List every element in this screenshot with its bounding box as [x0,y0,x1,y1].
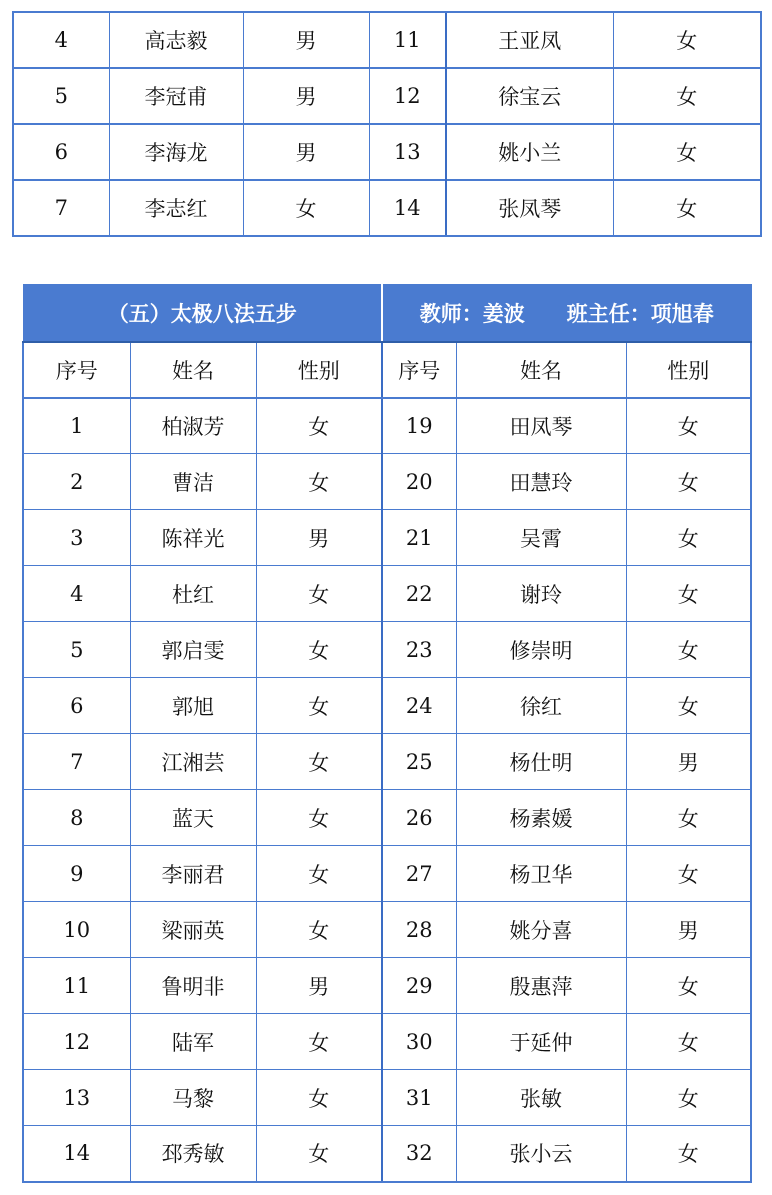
cell-gender: 女 [613,12,761,68]
table-row [23,790,751,846]
table-row [23,566,751,622]
cell-gender: 女 [256,678,382,734]
header-gender: 性别 [256,342,382,398]
cell-name: 邳秀敏 [130,1126,256,1182]
cell-gender: 女 [256,566,382,622]
cell-gender: 女 [256,790,382,846]
cell-name: 张敏 [456,1070,626,1126]
cell-gender: 女 [613,180,761,236]
cell-name: 蓝天 [130,790,256,846]
cell-gender: 女 [256,734,382,790]
table-row [13,68,761,124]
table-header-row [23,342,751,398]
cell-no: 9 [23,846,130,902]
cell-no: 11 [23,958,130,1014]
cell-no: 13 [23,1070,130,1126]
cell-name: 杨仕明 [456,734,626,790]
cell-name: 徐红 [456,678,626,734]
table-row [23,902,751,958]
cell-no: 23 [382,622,456,678]
cell-name: 田凤琴 [456,398,626,454]
cell-no: 3 [23,510,130,566]
cell-name: 张小云 [456,1126,626,1182]
cell-gender: 女 [256,902,382,958]
cell-no: 19 [382,398,456,454]
cell-name: 柏淑芳 [130,398,256,454]
cell-name: 李冠甫 [109,68,243,124]
table-row [23,678,751,734]
table-row [23,1014,751,1070]
table-row [23,1126,751,1182]
cell-gender: 女 [626,510,751,566]
cell-gender: 女 [256,1014,382,1070]
cell-no: 13 [369,124,446,180]
cell-no: 20 [382,454,456,510]
roster-table-continued [12,11,762,237]
cell-name: 徐宝云 [446,68,613,124]
table-row [23,454,751,510]
cell-no: 1 [23,398,130,454]
cell-gender: 女 [626,790,751,846]
cell-gender: 女 [626,622,751,678]
cell-gender: 女 [626,454,751,510]
cell-no: 28 [382,902,456,958]
cell-no: 30 [382,1014,456,1070]
cell-gender: 女 [626,678,751,734]
cell-name: 郭启雯 [130,622,256,678]
cell-gender: 女 [626,1126,751,1182]
table-row [23,846,751,902]
cell-name: 李海龙 [109,124,243,180]
cell-name: 曹洁 [130,454,256,510]
cell-name: 杨素媛 [456,790,626,846]
cell-name: 于延仲 [456,1014,626,1070]
cell-gender: 女 [626,958,751,1014]
table-row [23,734,751,790]
cell-no: 29 [382,958,456,1014]
cell-no: 8 [23,790,130,846]
cell-name: 修崇明 [456,622,626,678]
header-name: 姓名 [456,342,626,398]
table-row [13,12,761,68]
table-row [13,180,761,236]
cell-no: 24 [382,678,456,734]
cell-name: 马黎 [130,1070,256,1126]
cell-name: 李丽君 [130,846,256,902]
cell-no: 25 [382,734,456,790]
cell-name: 杜红 [130,566,256,622]
cell-gender: 男 [243,124,369,180]
cell-name: 郭旭 [130,678,256,734]
cell-no: 4 [13,12,109,68]
table-row [23,1070,751,1126]
cell-gender: 女 [626,566,751,622]
cell-no: 5 [23,622,130,678]
cell-gender: 女 [613,68,761,124]
cell-no: 10 [23,902,130,958]
cell-name: 梁丽英 [130,902,256,958]
cell-name: 鲁明非 [130,958,256,1014]
cell-gender: 女 [256,1070,382,1126]
cell-gender: 男 [256,510,382,566]
cell-name: 姚分喜 [456,902,626,958]
table-title-row [23,285,751,342]
header-no: 序号 [382,342,456,398]
cell-gender: 男 [626,902,751,958]
table-row [23,958,751,1014]
cell-gender: 女 [256,846,382,902]
cell-name: 陈祥光 [130,510,256,566]
cell-no: 7 [13,180,109,236]
cell-name: 张凤琴 [446,180,613,236]
cell-name: 谢玲 [456,566,626,622]
cell-gender: 男 [243,12,369,68]
cell-no: 27 [382,846,456,902]
header-no: 序号 [23,342,130,398]
table-row [13,124,761,180]
cell-gender: 男 [243,68,369,124]
cell-no: 32 [382,1126,456,1182]
cell-name: 姚小兰 [446,124,613,180]
cell-gender: 女 [626,1014,751,1070]
cell-gender: 女 [256,454,382,510]
table-row [23,622,751,678]
cell-no: 4 [23,566,130,622]
class-roster-table [22,284,752,1183]
cell-name: 高志毅 [109,12,243,68]
cell-no: 6 [23,678,130,734]
cell-no: 11 [369,12,446,68]
cell-no: 2 [23,454,130,510]
cell-no: 21 [382,510,456,566]
cell-no: 22 [382,566,456,622]
cell-no: 14 [369,180,446,236]
table-row [23,510,751,566]
cell-no: 5 [13,68,109,124]
cell-name: 李志红 [109,180,243,236]
cell-name: 田慧玲 [456,454,626,510]
table-row [23,398,751,454]
cell-name: 杨卫华 [456,846,626,902]
cell-gender: 女 [256,398,382,454]
cell-name: 吴霄 [456,510,626,566]
cell-gender: 女 [626,846,751,902]
teacher-info: 教师：姜波 班主任：项旭春 [382,285,751,342]
cell-no: 31 [382,1070,456,1126]
cell-no: 12 [23,1014,130,1070]
cell-gender: 女 [613,124,761,180]
cell-gender: 女 [256,1126,382,1182]
cell-name: 殷惠萍 [456,958,626,1014]
cell-gender: 女 [243,180,369,236]
cell-no: 14 [23,1126,130,1182]
cell-gender: 女 [256,622,382,678]
cell-no: 6 [13,124,109,180]
cell-name: 王亚凤 [446,12,613,68]
cell-gender: 男 [256,958,382,1014]
cell-gender: 男 [626,734,751,790]
cell-no: 26 [382,790,456,846]
class-title: （五）太极八法五步 [23,285,382,342]
cell-no: 12 [369,68,446,124]
cell-name: 江湘芸 [130,734,256,790]
cell-no: 7 [23,734,130,790]
cell-gender: 女 [626,1070,751,1126]
cell-name: 陆军 [130,1014,256,1070]
header-gender: 性别 [626,342,751,398]
cell-gender: 女 [626,398,751,454]
header-name: 姓名 [130,342,256,398]
